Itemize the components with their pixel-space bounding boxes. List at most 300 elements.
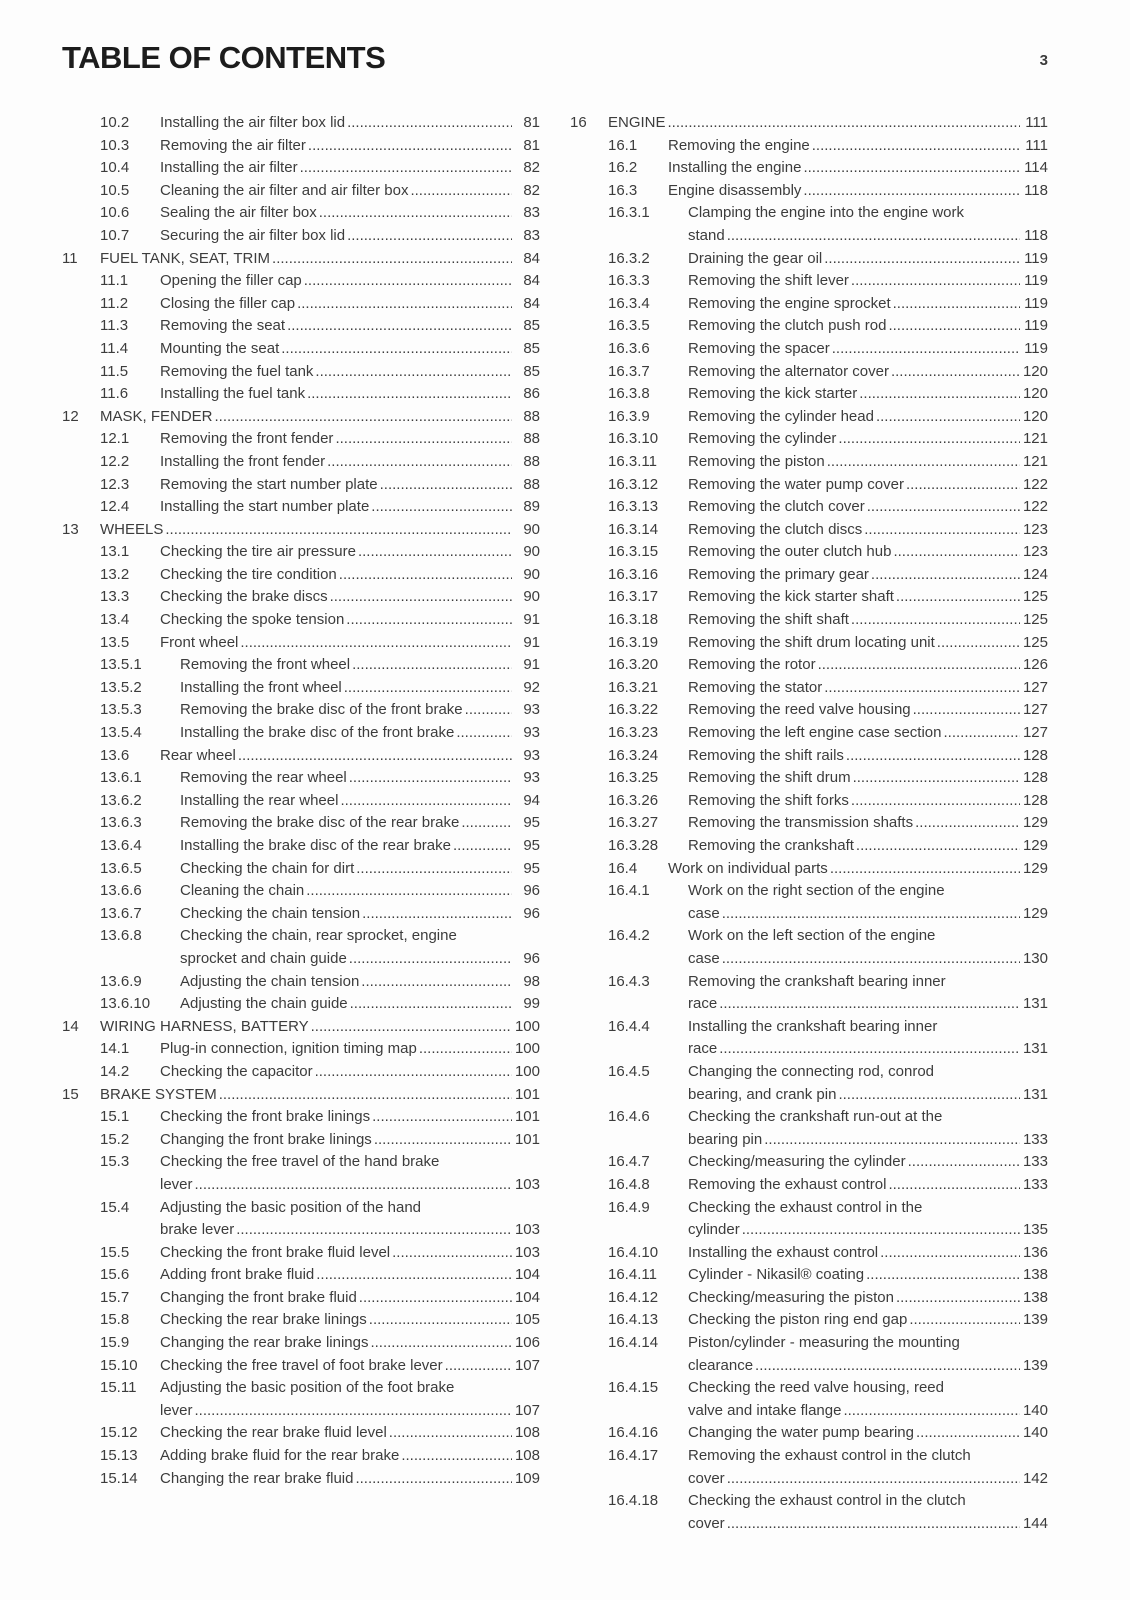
- toc-entry-number: 16.3.16: [608, 565, 659, 583]
- toc-entry-page: 101: [514, 1108, 540, 1126]
- dot-leader: [937, 632, 1020, 655]
- toc-entry-body: [688, 1242, 1048, 1265]
- toc-entry: [62, 157, 540, 180]
- toc-entry-title: race: [688, 1040, 718, 1058]
- dot-leader: [307, 383, 512, 406]
- toc-entry-page: 133: [1022, 1175, 1048, 1193]
- toc-entry-title: Adjusting the chain guide: [180, 995, 348, 1013]
- toc-entry-number: 15: [62, 1085, 79, 1103]
- toc-entry-title: Sealing the air filter box: [160, 204, 317, 222]
- toc-entry-last-line: [160, 541, 540, 564]
- toc-entry-body: [160, 1287, 540, 1310]
- page-header: [62, 40, 1048, 76]
- toc-entry: [62, 1445, 540, 1468]
- toc-entry: [62, 1106, 540, 1129]
- toc-entry-title: Changing the rear brake linings: [160, 1334, 369, 1352]
- toc-entry-number: 16.3.20: [608, 656, 659, 674]
- toc-entry-title: Adding brake fluid for the rear brake: [160, 1447, 400, 1465]
- toc-entry-body: [688, 474, 1048, 497]
- toc-entry-last-line: [160, 225, 540, 248]
- toc-entry: [62, 564, 540, 587]
- toc-entry-number: 16.3.28: [608, 837, 659, 854]
- dot-leader: [893, 541, 1020, 564]
- toc-entry-title: Work on individual parts: [668, 859, 828, 877]
- dot-leader: [943, 722, 1020, 745]
- toc-entry-title: Installing the air filter box lid: [160, 114, 346, 131]
- dot-leader: [906, 474, 1020, 497]
- toc-entry-title: Checking the front brake linings: [160, 1108, 371, 1126]
- toc-entry-page: 104: [514, 1266, 540, 1284]
- toc-entry-number: 16.4.2: [608, 927, 650, 945]
- toc-entry-last-line: [160, 1129, 540, 1152]
- toc-entry-title: Checking the capacitor: [160, 1062, 313, 1080]
- toc-entry-number: 13.5: [100, 633, 130, 651]
- dot-leader: [803, 180, 1020, 203]
- toc-entry-title: Work on the right section of the engine: [688, 882, 945, 900]
- toc-entry-title: Removing the cylinder: [688, 430, 837, 448]
- toc-entry-page: 93: [523, 701, 540, 719]
- toc-entry-number: 12: [62, 407, 79, 425]
- toc-entry-body: [160, 225, 540, 248]
- toc-entry-page: 125: [1022, 611, 1048, 629]
- toc-entry-title: Removing the clutch discs: [688, 520, 863, 538]
- toc-entry-number: 16.4.8: [608, 1175, 650, 1193]
- toc-entry-number: 16.3.18: [608, 611, 659, 629]
- toc-entry-number: 13.1: [100, 543, 130, 561]
- toc-entry-number: 16.3.2: [608, 249, 650, 267]
- dot-leader: [719, 993, 1020, 1016]
- toc-entry-page: 98: [523, 972, 540, 990]
- dot-leader: [355, 1468, 512, 1491]
- toc-entry: [62, 880, 540, 903]
- toc-entry-page: 118: [1024, 226, 1048, 244]
- toc-entry-body: [160, 1061, 540, 1084]
- toc-entry-number: 16.4.10: [608, 1243, 659, 1261]
- dot-leader: [908, 1151, 1020, 1174]
- dot-leader: [344, 677, 512, 700]
- toc-entry-body: [688, 496, 1048, 519]
- dot-leader: [859, 383, 1020, 406]
- toc-entry-last-line: [160, 112, 540, 135]
- toc-entry-page: 83: [523, 204, 540, 222]
- toc-entry: [62, 609, 540, 632]
- toc-entry-page: 105: [514, 1311, 540, 1329]
- toc-entry-number: 12.2: [100, 452, 130, 470]
- toc-entry-title: clearance: [688, 1356, 754, 1374]
- toc-entry-body: [160, 586, 540, 609]
- toc-entry-number: 10.5: [100, 181, 130, 199]
- toc-entry-number: 16.2: [608, 159, 638, 177]
- toc-entry-page: 139: [1022, 1311, 1048, 1329]
- toc-entry-body: [160, 1106, 540, 1129]
- toc-entry-number: 11.3: [100, 317, 129, 335]
- toc-entry: [62, 1061, 540, 1084]
- toc-entry-body: [688, 654, 1048, 677]
- toc-entry-page: 119: [1024, 294, 1048, 312]
- toc-entry-page: 126: [1022, 656, 1048, 674]
- toc-entry-body: [180, 790, 540, 813]
- toc-entry-title: Installing the brake disc of the front brake: [180, 724, 455, 742]
- toc-entry-body: [160, 157, 540, 180]
- toc-entry-body: [688, 722, 1048, 745]
- toc-entry-page: 95: [523, 837, 540, 854]
- toc-entry-body: [688, 1422, 1048, 1445]
- toc-entry-title: cylinder: [688, 1221, 740, 1239]
- toc-entry-title: Mounting the seat: [160, 339, 280, 357]
- toc-entry-body: [160, 632, 540, 655]
- dot-leader: [240, 632, 512, 655]
- toc-entry: [570, 564, 1048, 587]
- toc-entry-last-line: [180, 699, 540, 722]
- toc-entry: [62, 993, 540, 1016]
- toc-entry-last-line: [160, 1287, 540, 1310]
- toc-columns: [62, 112, 1048, 1535]
- toc-entry-title: Checking the crankshaft run-out at the: [688, 1108, 943, 1126]
- toc-entry: [570, 496, 1048, 519]
- toc-entry: [62, 541, 540, 564]
- toc-entry-body: [160, 564, 540, 587]
- toc-entry-body: [100, 1016, 540, 1039]
- toc-entry: [570, 699, 1048, 722]
- toc-entry-last-line: [668, 157, 1048, 180]
- toc-entry-page: 118: [1024, 181, 1048, 199]
- dot-leader: [304, 270, 512, 293]
- toc-entry-page: 114: [1024, 159, 1048, 177]
- toc-entry: [570, 1174, 1048, 1197]
- toc-entry-last-line: [688, 428, 1048, 451]
- toc-entry-last-line: [688, 564, 1048, 587]
- toc-entry-last-line: [688, 1400, 1048, 1423]
- dot-leader: [742, 1219, 1020, 1242]
- toc-entry-page: 107: [514, 1401, 540, 1419]
- toc-entry-page: 88: [523, 407, 540, 425]
- toc-entry-number: 16.3.17: [608, 588, 659, 606]
- dot-leader: [888, 1174, 1020, 1197]
- toc-entry-body: [160, 1197, 540, 1242]
- toc-entry-last-line: [688, 361, 1048, 384]
- toc-entry-number: 16.4.9: [608, 1198, 650, 1216]
- toc-entry-page: 103: [514, 1175, 540, 1193]
- toc-entry-body: [688, 745, 1048, 768]
- toc-entry-number: 16.4.17: [608, 1447, 659, 1465]
- toc-entry-number: 16.3.8: [608, 385, 650, 403]
- toc-entry-page: 91: [523, 633, 540, 651]
- toc-entry: [570, 880, 1048, 925]
- toc-entry-last-line: [160, 1445, 540, 1468]
- toc-entry-page: 90: [523, 588, 540, 606]
- toc-entry-page: 85: [523, 317, 540, 335]
- toc-entry-last-line: [688, 225, 1048, 248]
- dot-leader: [827, 451, 1020, 474]
- toc-entry: [570, 474, 1048, 497]
- toc-entry-body: [160, 1468, 540, 1491]
- toc-entry-title: Checking/measuring the cylinder: [688, 1153, 906, 1171]
- dot-leader: [195, 1400, 512, 1423]
- toc-entry-number: 16.3.14: [608, 520, 659, 538]
- toc-entry: [62, 428, 540, 451]
- toc-entry-number: 11.5: [100, 362, 129, 380]
- dot-leader: [297, 293, 512, 316]
- toc-entry-title: Installing the start number plate: [160, 498, 370, 516]
- toc-entry: [62, 1377, 540, 1422]
- dot-leader: [339, 564, 512, 587]
- toc-entry-page: 138: [1022, 1288, 1048, 1306]
- toc-entry: [570, 1287, 1048, 1310]
- toc-entry-title: Changing the rear brake fluid: [160, 1469, 354, 1487]
- toc-entry-number: 16.3.22: [608, 701, 659, 719]
- toc-entry-page: 111: [1025, 114, 1048, 131]
- toc-entry: [62, 903, 540, 926]
- toc-entry: [62, 270, 540, 293]
- toc-entry-last-line: [688, 1242, 1048, 1265]
- toc-entry-page: 119: [1024, 339, 1048, 357]
- toc-entry-body: [688, 202, 1048, 247]
- toc-entry-page: 123: [1022, 543, 1048, 561]
- dot-leader: [410, 180, 512, 203]
- toc-entry-last-line: [160, 1468, 540, 1491]
- toc-entry-title: Checking the free travel of the hand brake: [160, 1153, 440, 1171]
- dot-leader: [832, 338, 1020, 361]
- toc-entry-body: [160, 361, 540, 384]
- toc-entry-body: [688, 428, 1048, 451]
- toc-entry-last-line: [688, 248, 1048, 271]
- toc-entry-last-line: [160, 1174, 540, 1197]
- toc-entry-page: 83: [523, 226, 540, 244]
- toc-entry: [62, 1332, 540, 1355]
- toc-entry-number: 15.5: [100, 1243, 130, 1261]
- toc-entry: [62, 1287, 540, 1310]
- toc-entry-last-line: [608, 112, 1048, 135]
- toc-entry-page: 119: [1024, 317, 1048, 335]
- toc-entry-page: 128: [1022, 791, 1048, 809]
- toc-entry-last-line: [688, 632, 1048, 655]
- toc-entry-last-line: [688, 699, 1048, 722]
- toc-entry-number: 13.6.6: [100, 882, 142, 900]
- toc-entry-number: 16.4.11: [608, 1266, 657, 1284]
- toc-entry-last-line: [668, 858, 1048, 881]
- toc-entry-title: Checking the tire air pressure: [160, 543, 356, 561]
- toc-entry-number: 11: [62, 249, 78, 267]
- toc-entry-number: 16.4.16: [608, 1424, 659, 1442]
- dot-leader: [913, 699, 1020, 722]
- toc-entry-number: 10.3: [100, 136, 130, 154]
- toc-entry-page: 93: [523, 769, 540, 787]
- toc-entry: [570, 767, 1048, 790]
- toc-entry-number: 10.6: [100, 204, 130, 222]
- dot-leader: [215, 406, 512, 429]
- toc-entry-body: [688, 1016, 1048, 1061]
- dot-leader: [453, 835, 512, 858]
- toc-entry-title: stand: [688, 226, 725, 244]
- dot-leader: [350, 993, 512, 1016]
- toc-entry-title: Removing the clutch push rod: [688, 317, 887, 335]
- toc-entry-title: Checking the brake discs: [160, 588, 328, 606]
- toc-entry-page: 129: [1022, 904, 1048, 922]
- toc-entry-title: Checking the tire condition: [160, 565, 337, 583]
- toc-entry-page: 103: [514, 1243, 540, 1261]
- toc-entry: [570, 157, 1048, 180]
- toc-entry-number: 16.3.6: [608, 339, 650, 357]
- dot-leader: [281, 338, 512, 361]
- toc-entry-body: [160, 293, 540, 316]
- toc-entry-number: 16.3.27: [608, 814, 659, 832]
- toc-entry: [62, 338, 540, 361]
- toc-entry: [570, 1264, 1048, 1287]
- toc-entry-page: 91: [523, 656, 540, 674]
- dot-leader: [880, 1242, 1020, 1265]
- toc-entry: [570, 745, 1048, 768]
- toc-entry-title: Removing the alternator cover: [688, 362, 889, 380]
- toc-entry-number: 12.3: [100, 475, 130, 493]
- dot-leader: [896, 1287, 1020, 1310]
- toc-entry-title: Cleaning the chain: [180, 882, 305, 900]
- toc-entry-number: 15.10: [100, 1356, 138, 1374]
- toc-entry: [570, 677, 1048, 700]
- toc-entry-number: 16.4.12: [608, 1288, 659, 1306]
- dot-leader: [272, 248, 512, 271]
- toc-entry-number: 15.12: [100, 1424, 138, 1442]
- toc-entry-title: cover: [688, 1514, 725, 1532]
- toc-entry-page: 104: [514, 1288, 540, 1306]
- toc-entry-body: [180, 880, 540, 903]
- toc-entry-last-line: [160, 338, 540, 361]
- toc-entry-number: 16.3.24: [608, 746, 659, 764]
- dot-leader: [346, 609, 512, 632]
- toc-entry-page: 95: [523, 814, 540, 832]
- toc-entry-title: Checking the exhaust control in the: [688, 1198, 923, 1216]
- dot-leader: [719, 1038, 1020, 1061]
- toc-entry-number: 10.7: [100, 226, 130, 244]
- toc-entry-last-line: [688, 338, 1048, 361]
- toc-entry-body: [688, 677, 1048, 700]
- toc-entry-last-line: [688, 993, 1048, 1016]
- toc-entry-title: Removing the exhaust control in the clutch: [688, 1447, 971, 1465]
- toc-entry-number: 16.4.18: [608, 1492, 659, 1510]
- toc-entry-page: 144: [1022, 1514, 1048, 1532]
- dot-leader: [311, 1016, 512, 1039]
- toc-entry-number: 16.3.13: [608, 498, 659, 516]
- toc-entry-body: [688, 293, 1048, 316]
- toc-entry-body: [100, 248, 540, 271]
- toc-entry-body: [160, 202, 540, 225]
- toc-entry-number: 16.4.1: [608, 882, 650, 900]
- toc-entry-body: [180, 767, 540, 790]
- toc-entry-title: Removing the outer clutch hub: [688, 543, 892, 561]
- toc-entry-title: Removing the air filter: [160, 136, 306, 154]
- toc-entry: [62, 1309, 540, 1332]
- toc-entry-number: 16.3.21: [608, 678, 659, 696]
- toc-entry: [570, 1106, 1048, 1151]
- toc-entry-last-line: [160, 1219, 540, 1242]
- toc-entry-number: 16.3.4: [608, 294, 650, 312]
- toc-entry-title: Removing the spacer: [688, 339, 830, 357]
- toc-entry: [570, 835, 1048, 858]
- toc-entry-title: Removing the transmission shafts: [688, 814, 914, 832]
- dot-leader: [419, 1038, 512, 1061]
- toc-entry-last-line: [160, 361, 540, 384]
- toc-entry-body: [688, 383, 1048, 406]
- toc-entry: [570, 925, 1048, 970]
- toc-entry-last-line: [180, 948, 540, 971]
- toc-entry-page: 106: [514, 1334, 540, 1352]
- toc-entry-last-line: [688, 1151, 1048, 1174]
- toc-entry-body: [180, 677, 540, 700]
- toc-entry-title: Removing the shift shaft: [688, 611, 849, 629]
- dot-leader: [668, 112, 1020, 135]
- toc-entry-number: 13.6.5: [100, 859, 142, 877]
- toc-entry-body: [160, 745, 540, 768]
- toc-entry-title: Removing the shift forks: [688, 791, 849, 809]
- toc-entry-last-line: [160, 1332, 540, 1355]
- toc-entry-last-line: [180, 790, 540, 813]
- toc-entry-title: bearing pin: [688, 1130, 763, 1148]
- toc-entry-last-line: [688, 1264, 1048, 1287]
- dot-leader: [369, 1309, 512, 1332]
- toc-entry-page: 111: [1025, 136, 1048, 154]
- dot-leader: [727, 1513, 1020, 1536]
- toc-entry-body: [688, 632, 1048, 655]
- toc-entry-title: Draining the gear oil: [688, 249, 823, 267]
- toc-entry-body: [160, 112, 540, 135]
- toc-entry-body: [688, 699, 1048, 722]
- toc-entry-page: 84: [523, 294, 540, 312]
- toc-entry-last-line: [160, 1264, 540, 1287]
- dot-leader: [392, 1242, 512, 1265]
- toc-entry: [62, 812, 540, 835]
- toc-entry-title: Installing the front fender: [160, 452, 326, 470]
- toc-entry-number: 11.4: [100, 339, 129, 357]
- toc-entry-last-line: [160, 1106, 540, 1129]
- toc-entry-title: race: [688, 995, 718, 1013]
- toc-entry-last-line: [688, 654, 1048, 677]
- toc-entry-title: Removing the seat: [160, 317, 286, 335]
- toc-entry-last-line: [668, 135, 1048, 158]
- toc-entry-body: [180, 971, 540, 994]
- toc-entry-body: [688, 564, 1048, 587]
- toc-entry-page: 100: [514, 1017, 540, 1035]
- toc-entry-number: 11.1: [100, 272, 129, 290]
- toc-entry-body: [688, 1197, 1048, 1242]
- toc-entry: [570, 293, 1048, 316]
- toc-entry-page: 128: [1022, 769, 1048, 787]
- toc-entry-body: [688, 609, 1048, 632]
- toc-entry-title: lever: [160, 1175, 193, 1193]
- toc-entry-number: 13: [62, 520, 79, 538]
- toc-entry-title: Removing the brake disc of the front brake: [180, 701, 463, 719]
- toc-entry: [570, 361, 1048, 384]
- toc-entry: [570, 338, 1048, 361]
- dot-leader: [370, 1332, 512, 1355]
- toc-entry-page: 131: [1022, 995, 1048, 1013]
- toc-entry-last-line: [688, 315, 1048, 338]
- toc-entry-page: 120: [1022, 407, 1048, 425]
- toc-entry-body: [160, 496, 540, 519]
- toc-entry: [62, 767, 540, 790]
- dot-leader: [893, 293, 1020, 316]
- toc-entry-last-line: [180, 903, 540, 926]
- toc-entry-page: 127: [1022, 724, 1048, 742]
- toc-entry-last-line: [688, 383, 1048, 406]
- toc-entry-last-line: [180, 767, 540, 790]
- toc-entry-page: 84: [523, 272, 540, 290]
- dot-leader: [856, 835, 1020, 858]
- toc-entry: [62, 1355, 540, 1378]
- toc-entry-number: 14.2: [100, 1062, 130, 1080]
- dot-leader: [916, 1422, 1020, 1445]
- toc-entry-number: 14: [62, 1017, 79, 1035]
- toc-entry-number: 15.3: [100, 1153, 130, 1171]
- dot-leader: [812, 135, 1020, 158]
